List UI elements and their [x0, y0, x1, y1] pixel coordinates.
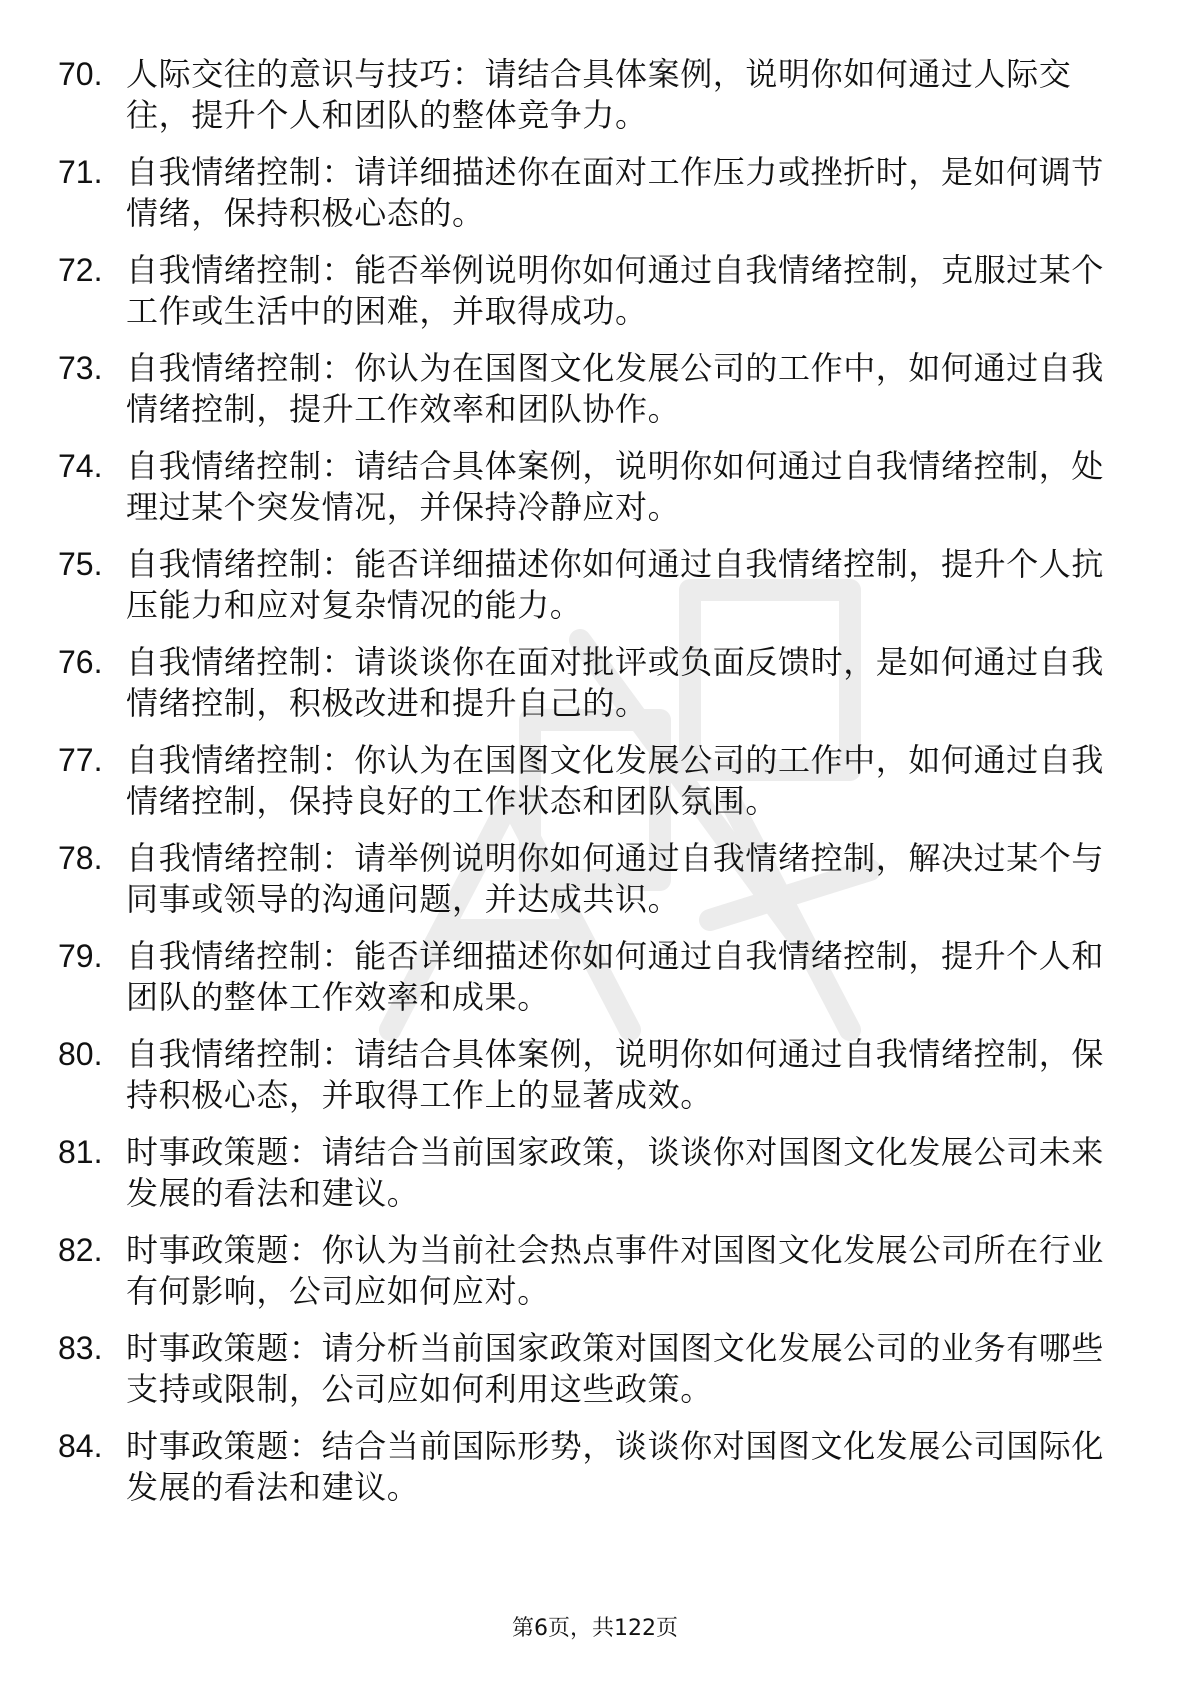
question-item	[58, 1426, 1118, 1508]
question-number: 82.	[58, 1232, 103, 1268]
question-item	[58, 250, 1118, 332]
question-number: 73.	[58, 350, 103, 386]
question-list	[58, 54, 1118, 1524]
question-text: 自我情绪控制：你认为在国图文化发展公司的工作中，如何通过自我情绪控制，保持良好的工作状态和团队氛围。	[126, 741, 1105, 820]
question-number: 80.	[58, 1036, 103, 1072]
page-footer: 第6页，共122页	[512, 1616, 678, 1641]
question-number: 78.	[58, 840, 103, 876]
question-item	[58, 838, 1118, 920]
question-item	[58, 642, 1118, 724]
question-item	[58, 936, 1118, 1018]
question-item	[58, 740, 1118, 822]
question-item	[58, 152, 1118, 234]
question-number: 72.	[58, 252, 103, 288]
question-text: 时事政策题：你认为当前社会热点事件对国图文化发展公司所在行业有何影响，公司应如何应对。	[126, 1231, 1105, 1310]
question-item	[58, 54, 1118, 136]
question-text: 自我情绪控制：能否举例说明你如何通过自我情绪控制，克服过某个工作或生活中的困难，并取得成功。	[126, 251, 1105, 330]
question-item	[58, 1034, 1118, 1116]
question-number: 83.	[58, 1330, 103, 1366]
question-number: 71.	[58, 154, 103, 190]
question-text: 自我情绪控制：请举例说明你如何通过自我情绪控制，解决过某个与同事或领导的沟通问题，并达成共识。	[126, 839, 1105, 918]
question-number: 84.	[58, 1428, 103, 1464]
question-item	[58, 1328, 1118, 1410]
question-number: 70.	[58, 56, 103, 92]
question-item	[58, 544, 1118, 626]
question-number: 76.	[58, 644, 103, 680]
question-text: 自我情绪控制：请详细描述你在面对工作压力或挫折时，是如何调节情绪，保持积极心态的。	[126, 153, 1105, 232]
question-item	[58, 1230, 1118, 1312]
question-text: 自我情绪控制：请谈谈你在面对批评或负面反馈时，是如何通过自我情绪控制，积极改进和提升自己的。	[126, 643, 1105, 722]
question-text: 自我情绪控制：请结合具体案例，说明你如何通过自我情绪控制，保持积极心态，并取得工作上的显著成效。	[126, 1035, 1105, 1114]
question-text: 时事政策题：结合当前国际形势，谈谈你对国图文化发展公司国际化发展的看法和建议。	[126, 1427, 1105, 1506]
question-text: 自我情绪控制：你认为在国图文化发展公司的工作中，如何通过自我情绪控制，提升工作效率和团队协作。	[126, 349, 1105, 428]
question-text: 自我情绪控制：请结合具体案例，说明你如何通过自我情绪控制，处理过某个突发情况，并保持冷静应对。	[126, 447, 1105, 526]
question-text: 时事政策题：请分析当前国家政策对国图文化发展公司的业务有哪些支持或限制，公司应如何利用这些政策。	[126, 1329, 1105, 1408]
question-text: 时事政策题：请结合当前国家政策，谈谈你对国图文化发展公司未来发展的看法和建议。	[126, 1133, 1105, 1212]
question-text: 人际交往的意识与技巧：请结合具体案例，说明你如何通过人际交往，提升个人和团队的整体竞争力。	[126, 55, 1072, 134]
question-number: 81.	[58, 1134, 103, 1170]
question-item	[58, 1132, 1118, 1214]
question-item	[58, 446, 1118, 528]
question-number: 77.	[58, 742, 103, 778]
question-number: 74.	[58, 448, 103, 484]
question-text: 自我情绪控制：能否详细描述你如何通过自我情绪控制，提升个人和团队的整体工作效率和成果。	[126, 937, 1105, 1016]
question-number: 75.	[58, 546, 103, 582]
question-text: 自我情绪控制：能否详细描述你如何通过自我情绪控制，提升个人抗压能力和应对复杂情况的能力。	[126, 545, 1105, 624]
question-number: 79.	[58, 938, 103, 974]
question-item	[58, 348, 1118, 430]
